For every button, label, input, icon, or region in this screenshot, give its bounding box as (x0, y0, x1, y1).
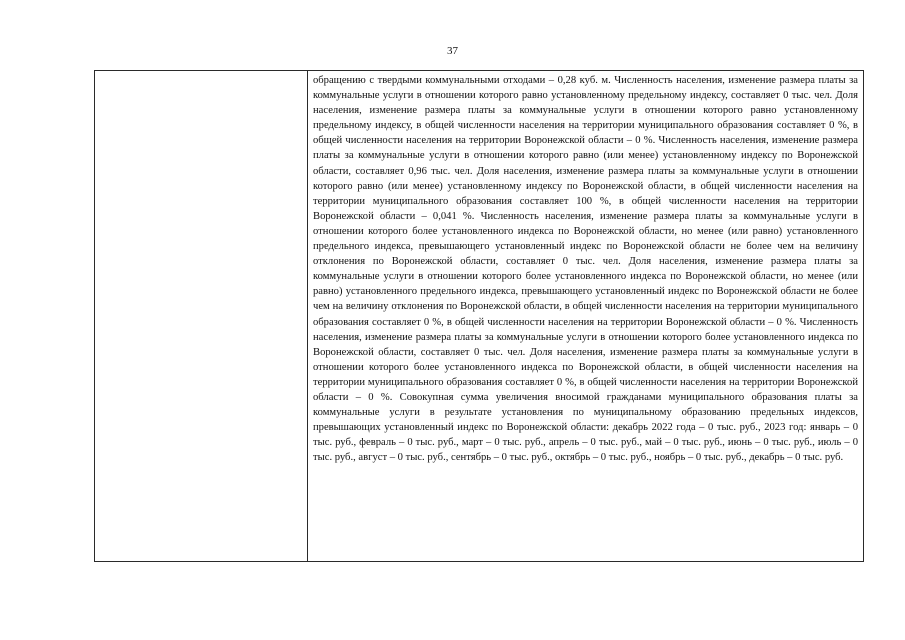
table-cell-left (95, 71, 308, 561)
document-table (94, 70, 864, 562)
cell-body-text: обращению с твердыми коммунальными отходами – 0,28 куб. м. Численность населения, изменение размера платы за коммунальные услуги в отношении которого равно установленному предельному индексу, составляет 0 тыс. чел. Доля населения, изменение размера платы за коммунальные услуги в отношении которого равно установленному предельному индексу, в общей численности населения на территории муниципального образования составляет 0 %, в общей численности населения на территории Воронежской области – 0 %. Численность населения, изменение размера платы за коммунальные услуги в отношении которого равно (или менее) установленному индексу по Воронежской области, составляет 0,96 тыс. чел. Доля населения, изменение размера платы за коммунальные услуги в отношении которого равно (или менее) установленному индексу по Воронежской области, в общей численности населения на территории муниципального образования составляет 100 %, в общей численности населения на территории Воронежской области – 0,041 %. Численность населения, изменение размера платы за коммунальные услуги в отношении которого более установленного индекса по Воронежской области, но менее (или равно) установленного предельного индекса, превышающего установленный индекс по Воронежской области не более чем на величину отклонения по Воронежской области, составляет 0 тыс. чел. Доля населения, изменение размера платы за коммунальные услуги в отношении которого более установленного индекса по Воронежской области, но менее (или равно) установленного предельного индекса, превышающего установленный индекс по Воронежской области не более чем на величину отклонения по Воронежской области, в общей численности населения на территории муниципального образования составляет 0 %, в общей численности населения на территории Воронежской области – 0 %. Численность населения, изменение размера платы за коммунальные услуги в отношении которого более установленного индекса по Воронежской области, составляет 0 тыс. чел. Доля населения, изменение размера платы за коммунальные услуги в отношении которого более установленного индекса по Воронежской области, в общей численности населения на территории муниципального образования составляет 0 %, в общей численности населения на территории Воронежской области – 0 %. Совокупная сумма увеличения вносимой гражданами муниципального образования платы за коммунальные услуги в результате установления по муниципальному образованию предельных индексов, превышающих установленный индекс по Воронежской области: декабрь 2022 года – 0 тыс. руб., 2023 год: январь – 0 тыс. руб., февраль – 0 тыс. руб., март – 0 тыс. руб., апрель – 0 тыс. руб., май – 0 тыс. руб., июнь – 0 тыс. руб., июль – 0 тыс. руб., август – 0 тыс. руб., сентябрь – 0 тыс. руб., октябрь – 0 тыс. руб., ноябрь – 0 тыс. руб., декабрь – 0 тыс. руб. (313, 75, 858, 464)
page-number: 37 (447, 45, 458, 57)
table-cell-right (308, 71, 863, 561)
